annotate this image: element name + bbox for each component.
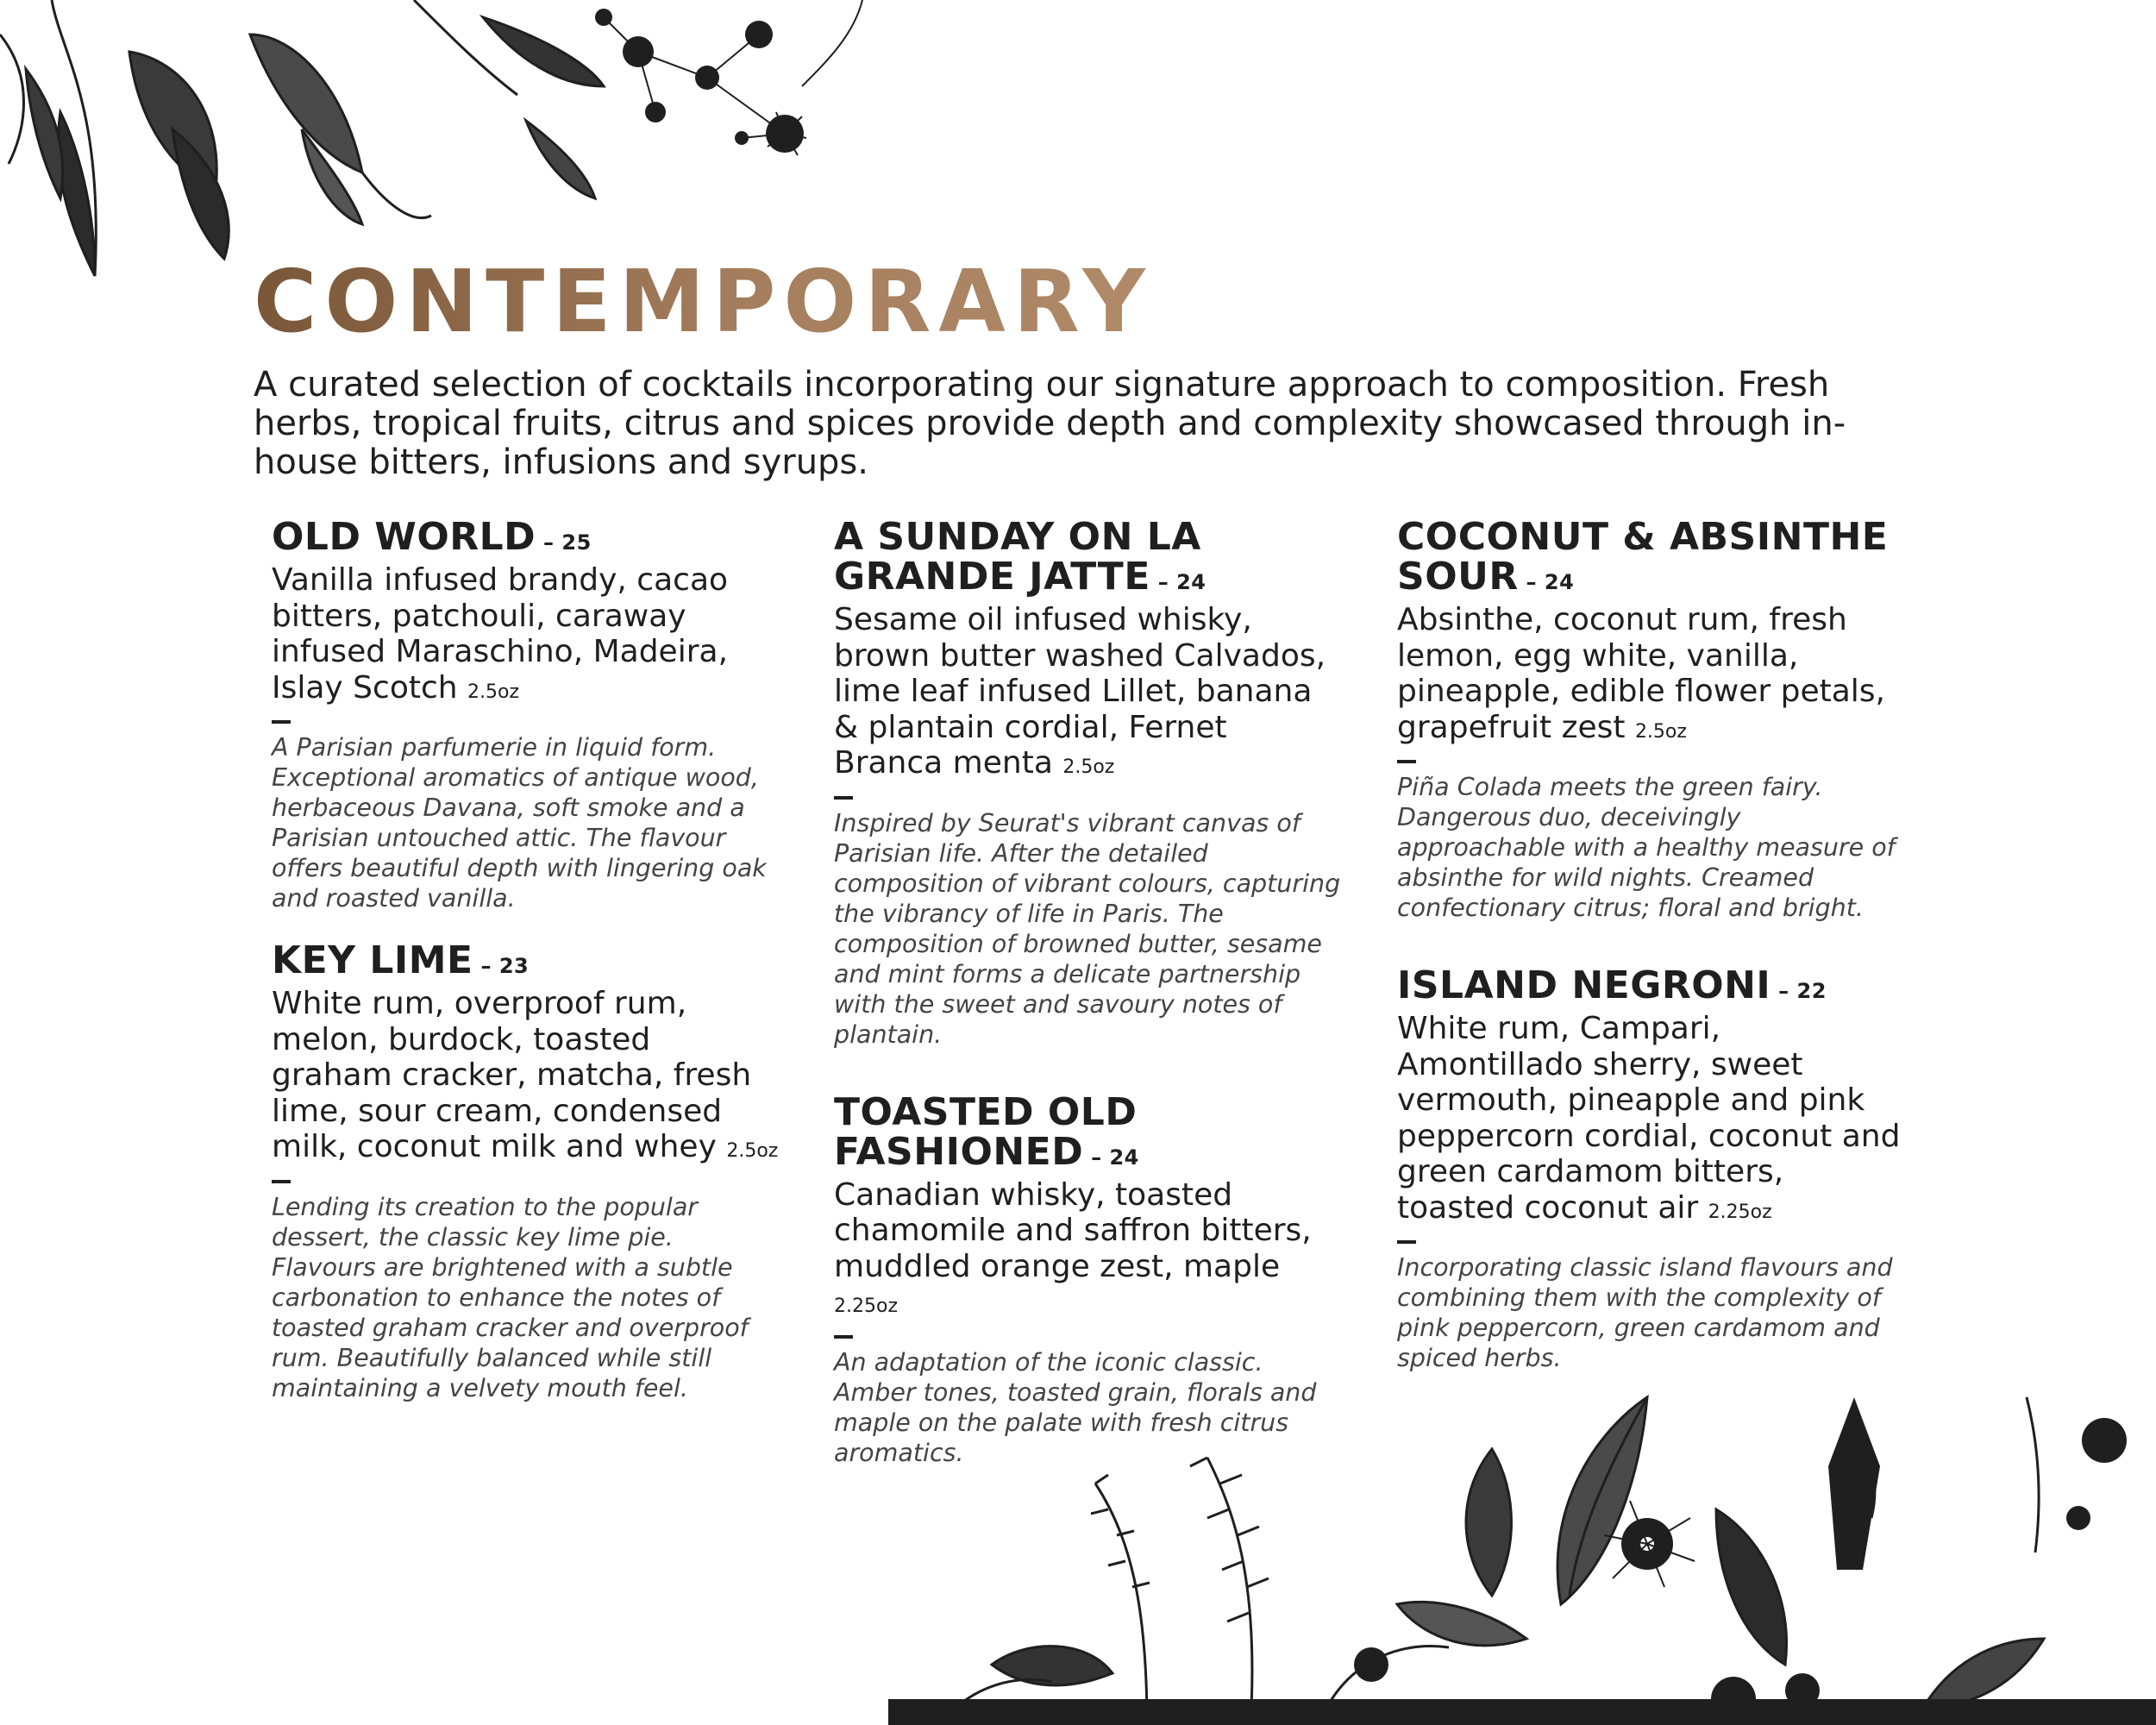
drink-price: 24	[1544, 570, 1575, 594]
drink-volume: 2.25oz	[834, 1295, 898, 1317]
drink-ingredients: Vanilla infused brandy, cacao bitters, patchouli, caraway infused Maraschino, Madeira, Islay Scotch 2.5oz	[272, 562, 729, 706]
drink-price: 22	[1796, 979, 1827, 1003]
drink-sunday-grande-jatte	[834, 515, 1343, 1050]
drink-name: COCONUT & ABSINTHE SOUR – 24	[1397, 515, 1889, 599]
drink-volume: 2.5oz	[1062, 756, 1115, 778]
drink-notes: Piña Colada meets the green fairy. Dangerous duo, deceivingly approachable with a healthy measure of absinthe for wild nights. Creamed confectionary citrus; floral and bright.	[1397, 773, 1896, 922]
drink-key-lime	[272, 938, 780, 1403]
drink-name: A SUNDAY ON LA GRANDE JATTE – 24	[834, 515, 1206, 599]
divider	[834, 796, 853, 800]
drink-name: ISLAND NEGRONI – 22	[1397, 963, 1827, 1007]
drink-ingredients: White rum, Campari, Amontillado sherry, sweet vermouth, pineapple and pink peppercorn cordial, coconut and green cardamom bitters, toasted coconut air 2.25oz	[1397, 1011, 1901, 1226]
menu-column-1	[272, 515, 780, 1403]
divider	[1397, 760, 1416, 763]
drink-notes: An adaptation of the iconic classic. Amber tones, toasted grain, florals and maple on the palate with fresh citrus aromatics.	[834, 1347, 1317, 1467]
drink-island-negroni	[1397, 963, 1906, 1373]
divider	[834, 1335, 853, 1339]
divider	[272, 1180, 291, 1183]
drink-ingredients: Absinthe, coconut rum, fresh lemon, egg white, vanilla, pineapple, edible flower petals, grapefruit zest 2.5oz	[1397, 602, 1885, 745]
drink-price: 24	[1109, 1145, 1139, 1170]
drink-volume: 2.5oz	[467, 681, 520, 703]
drink-name: KEY LIME – 23	[272, 938, 530, 982]
drink-notes: Lending its creation to the popular dessert, the classic key lime pie. Flavours are brightened with a subtle carbonation to enhance the notes of toasted graham cracker and overproof rum. Beautifully balanced while still maintaining a velvety mouth feel.	[272, 1192, 749, 1402]
drink-notes: Inspired by Seurat's vibrant canvas of Parisian life. After the detailed composition of vibrant colours, capturing the vibrancy of life in Paris. The composition of browned butter, sesame and mint forms a delicate partnership with the sweet and savoury notes of plantain.	[834, 808, 1341, 1049]
drink-volume: 2.5oz	[1634, 720, 1687, 743]
drink-toasted-old-fashioned	[834, 1089, 1343, 1468]
botanical-illustration-top	[0, 0, 949, 285]
menu-intro: A curated selection of cocktails incorporating our signature approach to composition. Fresh herbs, tropical fruits, citrus and spices provide depth and complexity showcased through in-house bitters, infusions and syrups.	[254, 365, 1846, 482]
menu-column-2	[834, 515, 1343, 1468]
drink-notes: Incorporating classic island flavours and combining them with the complexity of pink peppercorn, green cardamom and spiced herbs.	[1397, 1253, 1893, 1372]
drink-old-world	[272, 515, 780, 913]
drink-volume: 2.5oz	[726, 1140, 779, 1162]
drink-name: OLD WORLD – 25	[272, 515, 592, 559]
menu-title: CONTEMPORARY	[254, 251, 1153, 352]
menu-column-3	[1397, 515, 1906, 1373]
drink-ingredients: White rum, overproof rum, melon, burdock, toasted graham cracker, matcha, fresh lime, sour cream, condensed milk, coconut milk and whey 2.5oz	[272, 986, 779, 1164]
drink-coconut-absinthe-sour	[1397, 515, 1906, 923]
drink-price: 24	[1176, 570, 1206, 594]
drink-volume: 2.25oz	[1708, 1201, 1772, 1223]
drink-ingredients: Sesame oil infused whisky, brown butter washed Calvados, lime leaf infused Lillet, banana & plantain cordial, Fernet Branca menta 2.5oz	[834, 602, 1326, 781]
drink-notes: A Parisian parfumerie in liquid form. Exceptional aromatics of antique wood, herbaceous Davana, soft smoke and a Parisian untouched attic. The flavour offers beautiful depth with lingering oak and roasted vanilla.	[272, 733, 767, 913]
divider	[1397, 1240, 1416, 1244]
drink-price: 25	[561, 530, 592, 555]
drink-ingredients: Canadian whisky, toasted chamomile and saffron bitters, muddled orange zest, maple 2.25oz	[834, 1176, 1312, 1317]
divider	[272, 720, 291, 724]
drink-price: 23	[498, 954, 530, 978]
drink-name: TOASTED OLD FASHIONED – 24	[834, 1089, 1139, 1174]
